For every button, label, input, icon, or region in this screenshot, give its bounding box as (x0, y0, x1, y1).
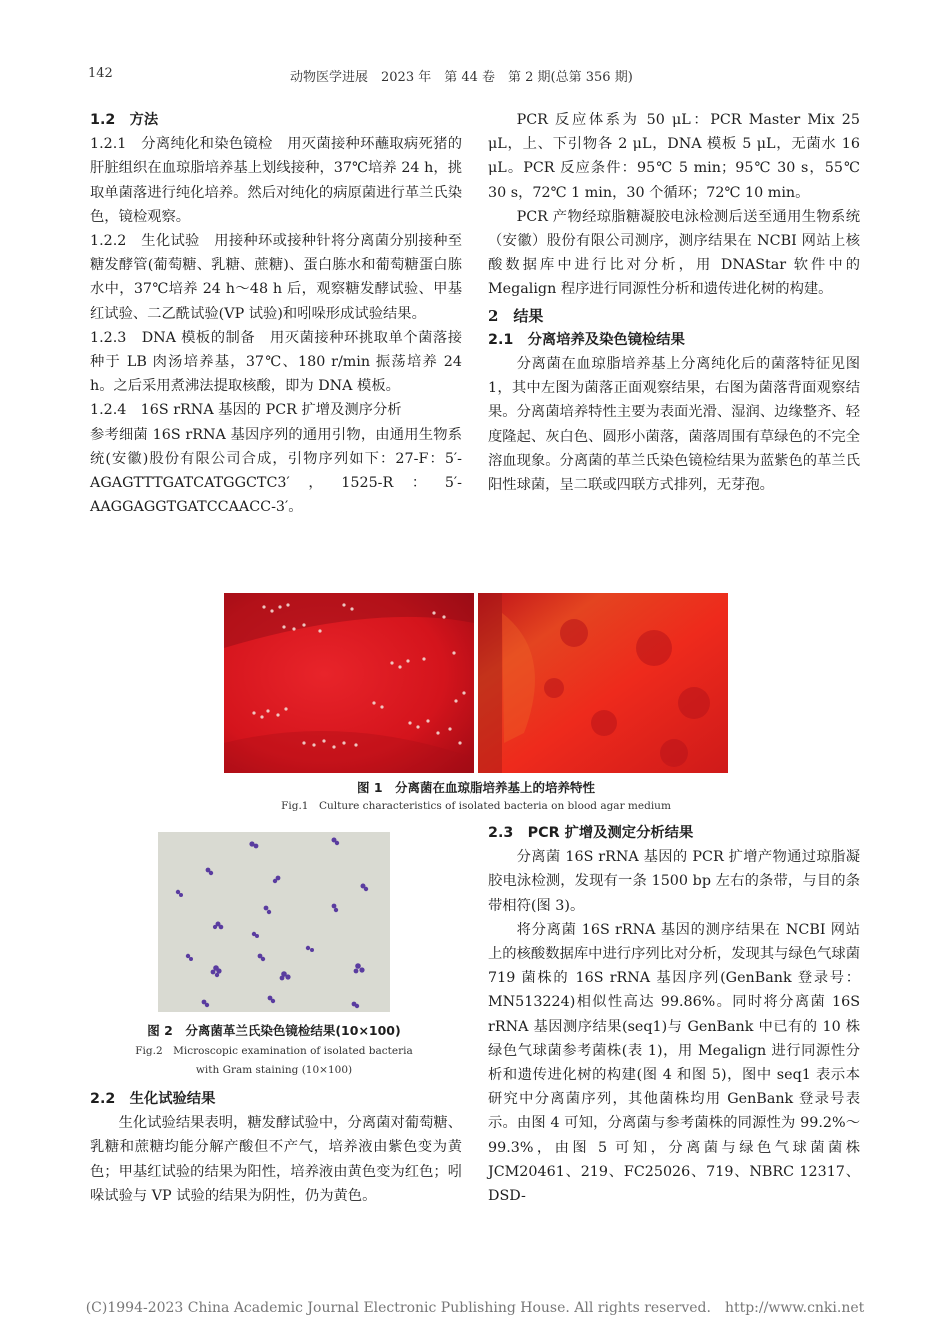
section-1-2-1 (90, 132, 462, 229)
pcr-product-paragraph: PCR 产物经琼脂糖凝胶电泳检测后送至通用生物系统（安徽）股份有限公司测序，测序结果在 NCBI 网站上核酸数据库中进行比对分析，用 DNAStar 软件中的 Megalign 程序进行同源性分析和遗传进化树的构建。 (488, 208, 860, 298)
left-column-bottom (90, 1087, 462, 1208)
results-heading: 2 结果 (488, 306, 544, 325)
section-1-2-4-title: 1.2.4 16S rRNA 基因的 PCR 扩增及测序分析 (90, 402, 402, 419)
section-2-1-text: 分离菌在血琼脂培养基上分离纯化后的菌落特征见图 1，其中左图为菌落正面观察结果，右图为菌落背面观察结果。分离菌培养特性主要为表面光滑、湿润、边缘整齐、轻度隆起、灰白色、圆形小菌落，菌落周围有草绿色的不完全溶血现象。分离菌的革兰氏染色镜检结果为蓝紫色的革兰氏阳性球菌，呈二联或四联方式排列，无芽孢。 (488, 356, 860, 494)
section-1-2-1-title: 1.2.1 分离纯化和染色镜检 (90, 136, 273, 153)
figure-2-caption-cn: 图 2 分离菌革兰氏染色镜检结果(10×100) (147, 1023, 401, 1038)
section-1-2-1-text: 用灭菌接种环蘸取病死猪的肝脏组织在血琼脂培养基上划线接种，37℃培养 24 h，挑取单菌落进行纯化培养。然后对纯化的病原菌进行革兰氏染色，镜检观察。 (90, 136, 462, 225)
figure-2 (158, 832, 390, 1012)
page-number: 142 (88, 66, 113, 81)
section-1-2-3 (90, 326, 462, 399)
figure-1-photos (224, 593, 728, 773)
right-column-bottom (488, 821, 860, 1208)
figure-1-caption-en: Fig.1 Culture characteristics of isolated bacteria on blood agar medium (281, 800, 671, 812)
plate-front-photo (224, 593, 474, 773)
figure-2-photo (158, 832, 390, 1012)
pcr-system-paragraph: PCR 反应体系为 50 μL：PCR Master Mix 25 μL，上、下引物各 2 μL，DNA 模板 5 μL，无菌水 16 μL。PCR 反应条件：95℃ 5 min；95℃ 30 s，55℃ 30 s，72℃ 1 min，30 个循环；72℃ 10 min。 (488, 112, 860, 201)
running-header: 动物医学进展 2023 年 第 44 卷 第 2 期(总第 356 期) (290, 70, 633, 85)
figure-1 (224, 593, 728, 773)
section-2-1-title: 2.1 分离培养及染色镜检结果 (488, 331, 685, 348)
section-1-2-3-title: 1.2.3 DNA 模板的制备 (90, 329, 256, 346)
figure-1-caption-cn: 图 1 分离菌在血琼脂培养基上的培养特性 (356, 780, 596, 795)
right-column-top (488, 108, 860, 497)
section-1-2-3-text: 用灭菌接种环挑取单个菌落接种于 LB 肉汤培养基，37℃、180 r/min 振荡培养 24 h。之后采用煮沸法提取核酸，即为 DNA 模板。 (90, 329, 463, 395)
section-2-3-text-1: 分离菌 16S rRNA 基因的 PCR 扩增产物通过琼脂凝胶电泳检测，发现有一条 1500 bp 左右的条带，与目的条带相符(图 3)。 (488, 849, 860, 914)
section-1-2-2-text: 用接种环或接种针将分离菌分别接种至糖发酵管(葡萄糖、乳糖、蔗糖)、蛋白胨水和葡萄糖蛋白胨水中，37℃培养 24 h～48 h 后，观察糖发酵试验、甲基红试验、二乙酰试验(VP 试验)和吲哚形成试验结果。 (90, 233, 462, 322)
methods-heading: 1.2 方法 (90, 112, 159, 128)
section-2-2-text: 生化试验结果表明，糖发酵试验中，分离菌对葡萄糖、乳糖和蔗糖均能分解产酸但不产气，培养液由紫色变为黄色；甲基红试验的结果为阳性，培养液由黄色变为红色；吲哚试验与 VP 试验的结果为阴性，仍为黄色。 (90, 1115, 462, 1204)
section-2-3-text-2: 将分离菌 16S rRNA 基因的测序结果在 NCBI 网站上的核酸数据库中进行序列比对分析，发现其与绿色气球菌 719 菌株的 16S rRNA 基因序列(GenBank 登录号：MN513224)相似性高达 99.86%。同时将分离菌 16S rRNA 基因测序结果(seq1)与 GenBank 中已有的 10 株绿色气球菌参考菌株(表 1)，用 Megalign 进行同源性分析和遗传进化树的构建(图 4 和图 5)，图中 seq1 表示本研究中分离菌序列，其他菌株均用 GenBank 登录号表示。由图 4 可知，分离菌与参考菌株的同源性为 99.2%～99.3%，由图 5 可知，分离菌与绿色气球菌菌株 JCM20461、219、FC25026、719、NBRC 12317、DSD- (488, 921, 860, 1205)
figure-2-caption-en-line1: Fig.2 Microscopic examination of isolated bacteria (135, 1045, 413, 1057)
left-column-methods (90, 108, 462, 519)
section-1-2-2 (90, 229, 462, 326)
copyright-footer: (C)1994-2023 China Academic Journal Electronic Publishing House. All rights reserved. http://www.cnki.net (85, 1300, 865, 1316)
section-2-2-title: 2.2 生化试验结果 (90, 1091, 216, 1107)
section-2-3-title: 2.3 PCR 扩增及测定分析结果 (488, 825, 694, 841)
figure-2-caption-en-line2: with Gram staining (10×100) (195, 1064, 353, 1076)
section-1-2-2-title: 1.2.2 生化试验 (90, 233, 200, 250)
plate-back-photo (478, 593, 728, 773)
section-1-2-4-text: 参考细菌 16S rRNA 基因序列的通用引物，由通用生物系统(安徽)股份有限公司合成，引物序列如下：27-F：5′- AGAGTTTGATCATGGCTC3′，1525-R：5′-AAGGAGGTGATCCAACC-3′。 (90, 426, 462, 516)
